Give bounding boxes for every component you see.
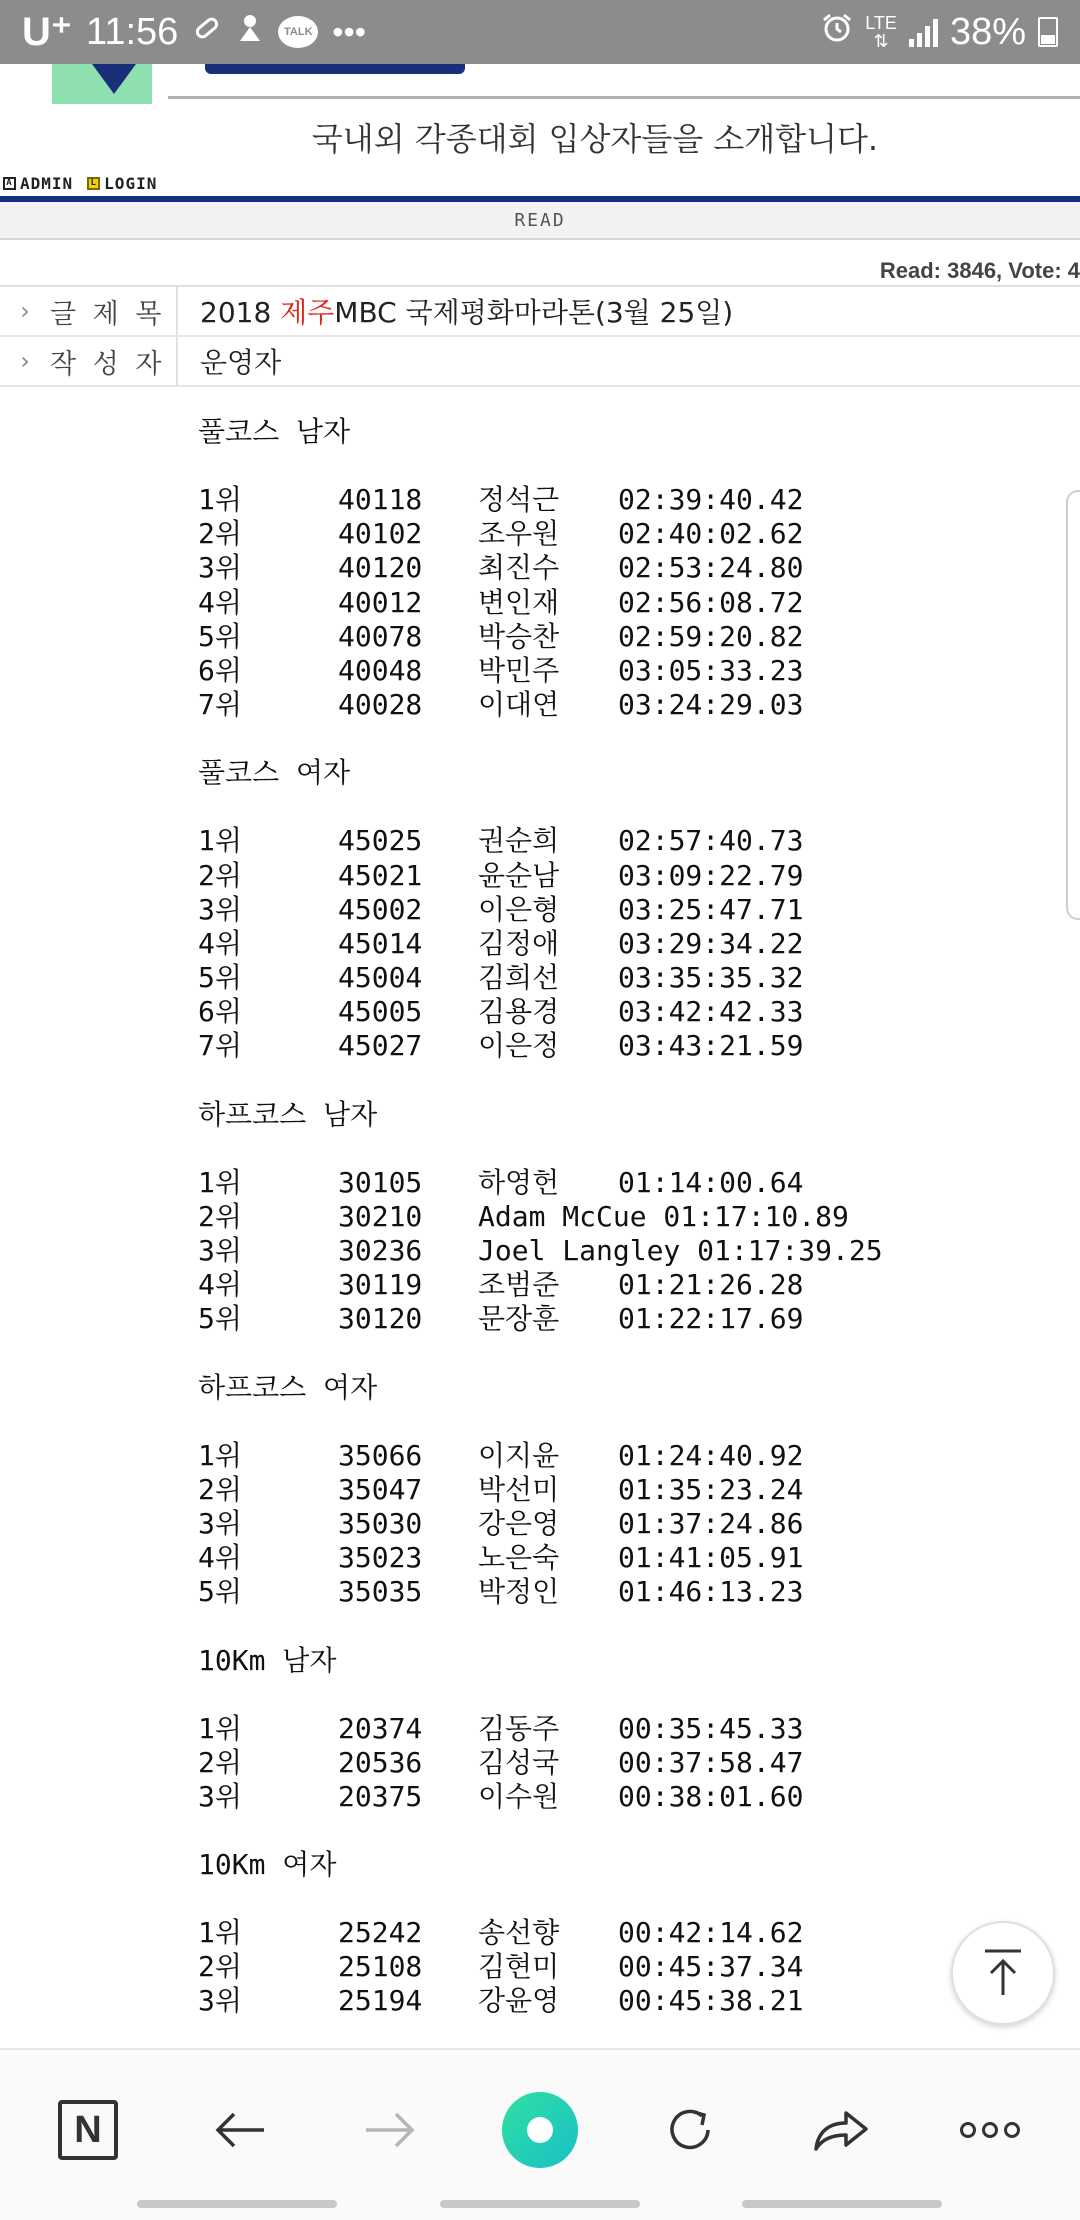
result-time: 00:37:58.47 [618, 1745, 804, 1779]
result-rank: 2위 [198, 1950, 242, 1984]
result-rank: 6위 [198, 653, 242, 687]
result-bib: 30210 [338, 1199, 423, 1233]
result-time: 00:38:01.60 [618, 1779, 804, 1813]
result-name: 정석근 [478, 483, 560, 516]
result-bib: 40120 [338, 551, 423, 585]
admin-icon: A [3, 177, 16, 190]
result-name: 최진수 [478, 551, 560, 585]
result-time: 03:42:42.33 [618, 995, 804, 1029]
result-time: 02:56:08.72 [618, 585, 804, 619]
post-author: 운영자 [200, 346, 282, 379]
header-divider [168, 96, 1080, 99]
result-bib: 30119 [338, 1268, 423, 1302]
result-bib: 30236 [338, 1234, 423, 1267]
carrier-label: U⁺ [22, 10, 72, 54]
result-time: 03:24:29.03 [618, 688, 804, 722]
section-title: 하프코스 남자 [198, 1097, 378, 1131]
result-bib: 45014 [338, 926, 423, 960]
gesture-bar-right [742, 2200, 942, 2208]
result-name: 강은영 [478, 1506, 560, 1540]
arrow-left-icon [212, 2110, 268, 2150]
result-rank: 1위 [198, 824, 242, 858]
read-vote-stats: Read: 3846, Vote: 4 [879, 258, 1080, 283]
result-rank: 1위 [198, 1916, 242, 1950]
result-time: 00:45:37.34 [618, 1950, 804, 1984]
result-time: 03:29:34.22 [618, 926, 804, 960]
result-time: 01:35:23.24 [618, 1472, 804, 1506]
result-row [198, 1507, 803, 1541]
section-title: 풀코스 남자 [198, 415, 351, 448]
result-rank: 5위 [198, 619, 242, 653]
result-bib: 20536 [338, 1745, 423, 1779]
result-bib: 25194 [338, 1984, 423, 2018]
result-name: 박정인 [478, 1575, 560, 1609]
result-rank: 5위 [198, 961, 242, 995]
header-tagline: 국내외 각종대회 입상자들을 소개합니다. [311, 120, 879, 158]
more-notifications-icon: ••• [332, 13, 366, 50]
result-time: 00:42:14.62 [618, 1916, 804, 1950]
result-bib: 45005 [338, 995, 423, 1029]
result-time: 01:37:24.86 [618, 1506, 804, 1540]
result-time: 02:57:40.73 [618, 824, 804, 858]
result-row [198, 961, 803, 995]
result-name: 김성국 [478, 1745, 560, 1779]
app-notification-icon [236, 13, 264, 51]
result-row [198, 1439, 803, 1473]
result-row [198, 1302, 803, 1336]
result-name: 이대연 [478, 688, 560, 722]
result-row [198, 824, 803, 858]
admin-label: ADMIN [20, 174, 74, 193]
browser-bottom-bar [0, 2048, 1080, 2220]
back-button[interactable] [200, 2090, 280, 2170]
result-row [198, 1199, 849, 1234]
result-rank: 7위 [198, 1029, 242, 1063]
result-row [198, 586, 803, 620]
result-name: Adam McCue 01:17:10.89 [478, 1199, 849, 1233]
result-rank: 5위 [198, 1302, 242, 1336]
result-section [198, 1848, 803, 2019]
result-bib: 35023 [338, 1541, 423, 1575]
result-row [198, 1166, 803, 1200]
naver-icon: N [58, 2100, 118, 2160]
network-type: LTE ⇅ [865, 13, 897, 51]
result-row [198, 1541, 803, 1575]
site-logo[interactable] [52, 64, 152, 104]
result-bib: 35047 [338, 1472, 423, 1506]
result-section [198, 415, 803, 722]
result-name: 문장훈 [478, 1302, 560, 1336]
result-time: 00:45:38.21 [618, 1984, 804, 2018]
result-name: 김동주 [478, 1711, 560, 1745]
gesture-bar-left [137, 2200, 337, 2208]
result-bib: 45027 [338, 1029, 423, 1063]
result-time: 02:39:40.42 [618, 483, 804, 516]
result-row [198, 1984, 803, 2018]
result-row [198, 1473, 803, 1507]
section-title: 풀코스 여자 [198, 756, 351, 790]
result-row [198, 1916, 803, 1950]
alarm-icon [821, 12, 853, 52]
result-name: 조범준 [478, 1268, 560, 1302]
result-bib: 20375 [338, 1779, 423, 1813]
admin-links [3, 174, 157, 193]
result-time: 01:24:40.92 [618, 1438, 804, 1472]
result-name: 박승찬 [478, 619, 560, 653]
result-time: 03:25:47.71 [618, 892, 804, 926]
section-title: 하프코스 여자 [198, 1370, 378, 1404]
result-time: 00:35:45.33 [618, 1711, 804, 1745]
result-row [198, 927, 803, 961]
result-rank: 5위 [198, 1575, 242, 1609]
result-rank: 1위 [198, 1165, 242, 1199]
result-bib: 45002 [338, 892, 423, 926]
result-rank: 2위 [198, 858, 242, 892]
result-name: 이은형 [478, 892, 560, 926]
scroll-to-top-button[interactable] [951, 1921, 1055, 2025]
signal-icon [909, 17, 938, 47]
result-time: 03:05:33.23 [618, 653, 804, 687]
result-rank: 4위 [198, 926, 242, 960]
status-time: 11:56 [86, 10, 179, 53]
login-label: LOGIN [104, 174, 158, 193]
result-rank: 3위 [198, 1984, 242, 2018]
result-name: 송선향 [478, 1916, 560, 1950]
result-time: 02:53:24.80 [618, 551, 804, 585]
status-bar [0, 0, 1080, 64]
gesture-bar-center [440, 2200, 640, 2208]
result-section [198, 1644, 803, 1815]
result-rank: 2위 [198, 1745, 242, 1779]
read-bar: READ [0, 202, 1080, 240]
login-icon: L [87, 177, 100, 190]
result-row [198, 620, 803, 654]
result-row [198, 654, 803, 688]
share-button[interactable] [800, 2090, 880, 2170]
header-title-graphic [205, 64, 465, 74]
result-bib: 25108 [338, 1950, 423, 1984]
author-row [0, 337, 1080, 387]
result-time: 01:22:17.69 [618, 1302, 804, 1336]
result-bib: 45025 [338, 824, 423, 858]
result-name: 강윤영 [478, 1984, 560, 2018]
result-rank: 4위 [198, 1541, 242, 1575]
status-right [821, 11, 1058, 54]
result-rank: 3위 [198, 1234, 242, 1267]
title-row [0, 287, 1080, 337]
result-name: 박선미 [478, 1472, 560, 1506]
result-bib: 30105 [338, 1165, 423, 1199]
result-name: 윤순남 [478, 858, 560, 892]
section-title: 10Km 여자 [198, 1848, 337, 1882]
result-rank: 6위 [198, 995, 242, 1029]
result-name: 하영헌 [478, 1165, 560, 1199]
result-bib: 35030 [338, 1506, 423, 1540]
post-info-table [0, 285, 1080, 387]
result-name: 이지윤 [478, 1438, 560, 1472]
result-time: 03:43:21.59 [618, 1029, 804, 1063]
result-name: 김정애 [478, 926, 560, 960]
result-bib: 35035 [338, 1575, 423, 1609]
result-rank: 3위 [198, 1506, 242, 1540]
result-time: 03:09:22.79 [618, 858, 804, 892]
result-bib: 45004 [338, 961, 423, 995]
results-content [198, 415, 883, 2053]
result-rank: 3위 [198, 1779, 242, 1813]
result-time: 02:59:20.82 [618, 619, 804, 653]
result-bib: 40102 [338, 517, 423, 551]
reload-button[interactable] [650, 2090, 730, 2170]
result-row [198, 1234, 883, 1268]
result-rank: 1위 [198, 1438, 242, 1472]
result-bib: 35066 [338, 1438, 423, 1472]
result-bib: 30120 [338, 1302, 423, 1336]
result-row [198, 1746, 803, 1780]
result-name: 노은숙 [478, 1541, 560, 1575]
result-name: 이수원 [478, 1779, 560, 1813]
result-section [198, 756, 803, 1063]
result-row [198, 551, 803, 585]
admin-link[interactable] [3, 174, 73, 193]
home-button[interactable] [48, 2090, 128, 2170]
result-rank: 7위 [198, 688, 242, 722]
result-rank: 1위 [198, 483, 242, 516]
result-rank: 2위 [198, 1199, 242, 1233]
author-label: › 작 성 자 [0, 337, 178, 385]
result-row [198, 859, 803, 893]
result-rank: 4위 [198, 585, 242, 619]
result-name: 박민주 [478, 653, 560, 687]
result-section [198, 1097, 883, 1337]
result-name: 조우원 [478, 517, 560, 551]
result-name: 이은정 [478, 1029, 560, 1063]
result-time: 01:41:05.91 [618, 1541, 804, 1575]
arrow-right-icon [362, 2110, 418, 2150]
result-rank: 2위 [198, 1472, 242, 1506]
result-bib: 40078 [338, 619, 423, 653]
result-row [198, 483, 803, 517]
battery-percent: 38% [949, 10, 1026, 53]
result-name: 권순희 [478, 824, 560, 858]
result-row [198, 1029, 803, 1063]
scrollbar-handle[interactable] [1066, 490, 1080, 920]
result-rank: 2위 [198, 517, 242, 551]
result-row [198, 1268, 803, 1302]
result-name: 변인재 [478, 585, 560, 619]
result-bib: 25242 [338, 1916, 423, 1950]
result-bib: 40048 [338, 653, 423, 687]
result-bib: 40028 [338, 688, 423, 722]
result-section [198, 1371, 803, 1610]
post-title: 2018 제주MBC 국제평화마라톤(3월 25일) [200, 296, 734, 329]
green-dot-button[interactable] [500, 2090, 580, 2170]
result-row [198, 995, 803, 1029]
chevron-right-icon: › [20, 297, 30, 325]
result-rank: 3위 [198, 892, 242, 926]
result-time: 01:21:26.28 [618, 1268, 804, 1302]
pill-icon [192, 13, 222, 51]
reload-icon [662, 2102, 718, 2158]
title-label: › 글 제 목 [0, 287, 178, 335]
result-name: 김희선 [478, 961, 560, 995]
chevron-right-icon: › [20, 347, 30, 375]
result-time: 01:14:00.64 [618, 1165, 804, 1199]
result-bib: 20374 [338, 1711, 423, 1745]
site-header [0, 64, 1080, 196]
result-row [198, 1575, 803, 1609]
more-icon [960, 2122, 1020, 2138]
result-time: 02:40:02.62 [618, 517, 804, 551]
more-button[interactable] [950, 2090, 1030, 2170]
result-row [198, 1950, 803, 1984]
result-bib: 45021 [338, 858, 423, 892]
result-name: 김현미 [478, 1950, 560, 1984]
talk-icon: TALK [278, 16, 318, 48]
status-left [22, 9, 366, 55]
result-name: Joel Langley 01:17:39.25 [478, 1234, 883, 1267]
result-name: 김용경 [478, 995, 560, 1029]
result-bib: 40118 [338, 483, 423, 516]
result-rank: 3위 [198, 551, 242, 585]
arrow-up-icon [979, 1947, 1027, 1999]
result-time: 03:35:35.32 [618, 961, 804, 995]
section-title: 10Km 남자 [198, 1643, 337, 1677]
login-link[interactable] [87, 174, 157, 193]
result-row [198, 517, 803, 551]
result-row [198, 1780, 803, 1814]
green-dot-icon [502, 2092, 578, 2168]
result-row [198, 1712, 803, 1746]
result-bib: 40012 [338, 585, 423, 619]
share-icon [810, 2105, 870, 2155]
forward-button[interactable] [350, 2090, 430, 2170]
result-time: 01:46:13.23 [618, 1575, 804, 1609]
result-rank: 4위 [198, 1268, 242, 1302]
result-row [198, 688, 803, 722]
result-row [198, 893, 803, 927]
result-rank: 1위 [198, 1711, 242, 1745]
battery-icon [1038, 17, 1058, 47]
